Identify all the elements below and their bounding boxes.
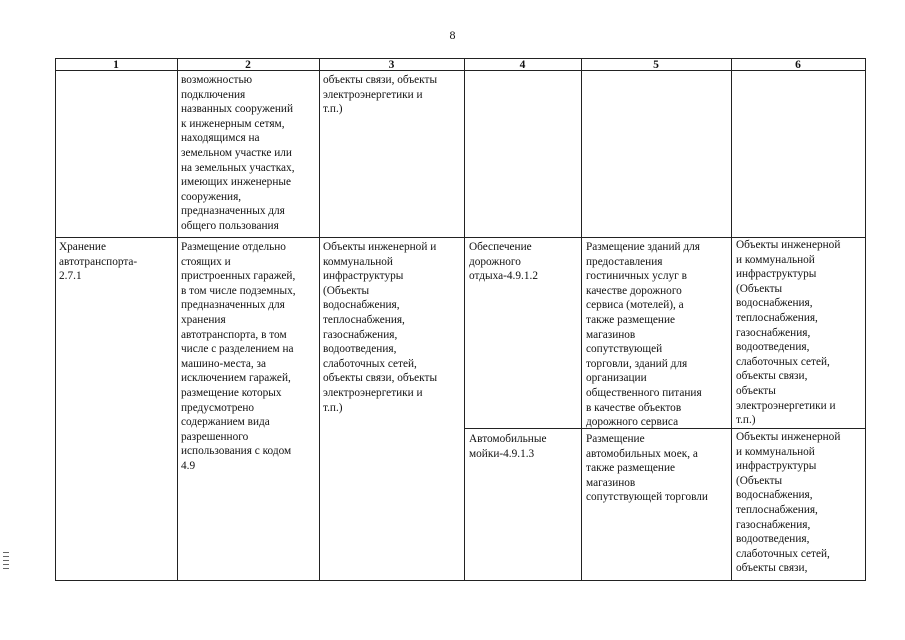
row2-col1-text: Хранение автотранспорта- 2.7.1 <box>59 241 138 283</box>
row2-col3-text: Объекты инженерной и коммунальной инфраструктуры (Объекты водоснабжения, теплоснабжения, газоснабжения, водоотведения, слаботочных сетей, объекты связи, объекты электроэнергетики и т.п.) <box>323 241 438 414</box>
header-col-6: 6 <box>795 59 801 71</box>
page-number: 8 <box>449 28 456 42</box>
subrow1-col5-text: Размещение зданий для предоставления гостиничных услуг в качестве дорожного сервиса (мотелей), а также размещение магазинов сопутствующей торговли, зданий для организации общественного питания в качестве объектов дорожного сервиса <box>586 241 702 429</box>
subrow2-col4-text: Автомобильные мойки-4.9.1.3 <box>469 433 547 460</box>
header-col-4: 4 <box>519 59 526 71</box>
col-border-3 <box>464 58 465 581</box>
subrow2-col5-text: Размещение автомобильных моек, а также размещение магазинов сопутствующей торговли <box>586 433 708 504</box>
row1-col3-text: объекты связи, объекты электроэнергетики и т.п.) <box>323 74 438 116</box>
subrow1-col6-text: Объекты инженерной и коммунальной инфраструктуры (Объекты водоснабжения, теплоснабжения, газоснабжения, водоотведения, слаботочных сетей, объекты связи, объекты электроэнергетики и т.п.) <box>736 239 841 427</box>
col-border-5 <box>731 58 732 581</box>
header-col-2: 2 <box>245 59 251 71</box>
row1-col2-text: возможностью подключения названных сооружений к инженерным сетям, находящимся на земельном участке или на земельных участках, имеющих инженерные сооружения, предназначенных для общего пользования <box>181 74 295 232</box>
scan-edge-marks <box>3 552 9 582</box>
header-col-1: 1 <box>113 59 119 71</box>
col-border-0 <box>55 58 56 581</box>
header-col-5: 5 <box>653 59 659 71</box>
row2-col2-text: Размещение отдельно стоящих и пристроенных гаражей, в том числе подземных, предназначенных для хранения автотранспорта, в том числе с разделением на машино-места, за исключением гаражей, размещение которых предусмотрено содержанием вида разрешенного использования с кодом 4.9 <box>181 241 296 472</box>
subrow1-col4-text: Обеспечение дорожного отдыха-4.9.1.2 <box>469 241 538 283</box>
subrow2-col6-text: Объекты инженерной и коммунальной инфраструктуры (Объекты водоснабжения, теплоснабжения, газоснабжения, водоотведения, слаботочных сетей, объекты связи, <box>736 431 841 575</box>
col-border-1 <box>177 58 178 581</box>
col-border-6 <box>865 58 866 581</box>
col-border-2 <box>319 58 320 581</box>
col-border-4 <box>581 58 582 581</box>
header-col-3: 3 <box>388 59 395 71</box>
